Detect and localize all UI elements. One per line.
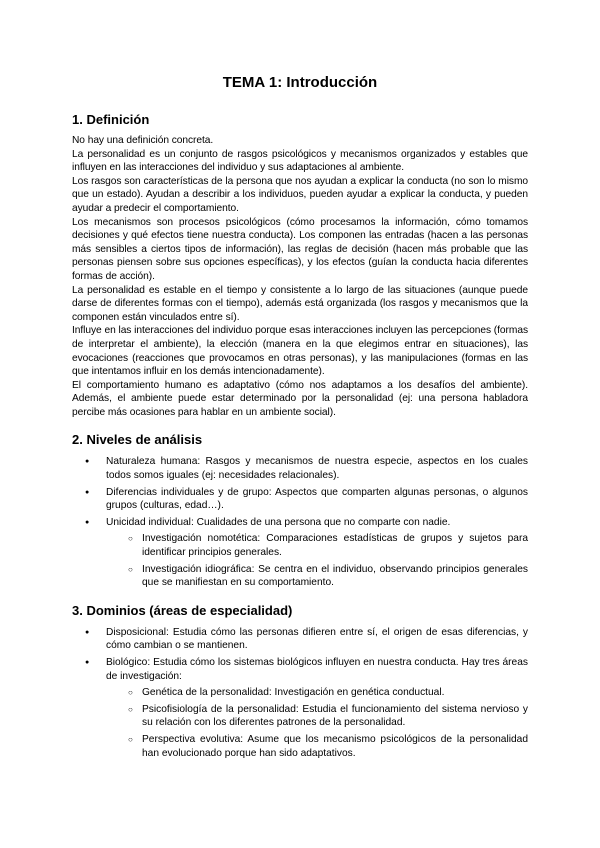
bullet-list — [72, 626, 528, 760]
section-heading: 1. Definición — [72, 112, 150, 127]
sub-list-item: ○ Investigación idiográfica: Se centra en el individuo, observando principios generales que se manifiestan en su comportamiento. — [106, 563, 528, 590]
paragraph: La personalidad es un conjunto de rasgos psicológicos y mecanismos organizados y estables que influyen en las interacciones del individuo y sus adaptaciones al ambiente. — [72, 148, 528, 174]
section-heading: 3. Dominios (áreas de especialidad) — [72, 602, 293, 618]
sub-list-item: ○ Psicofisiología de la personalidad: Estudia el funcionamiento del sistema nervioso y su relación con los diferentes patrones de la personalidad. — [106, 703, 528, 730]
list-item: ● Diferencias individuales y de grupo: Aspectos que comparten algunas personas, o algunos grupos (culturas, edad…). — [72, 486, 528, 513]
page-title: TEMA 1: Introducción — [222, 74, 378, 91]
paragraph: Los mecanismos son procesos psicológicos (cómo procesamos la información, cómo tomamos decisiones y qué efectos tiene nuestra conducta). Los componen las entradas (hacen a las personas más sensibles a ciertos tipos de información), las reglas de decisión (hacen más probable que las personas piensen sobre sus opciones específicas), y los efectos (guían la conducta hacia diferentes formas de acción). — [72, 216, 528, 282]
sub-list-item: ○ Genética de la personalidad: Investigación en genética conductual. — [106, 686, 528, 700]
sub-list-item: ○ Perspectiva evolutiva: Asume que los mecanismo psicológicos de la personalidad han evolucionado porque han sido adaptativos. — [106, 733, 528, 760]
paragraph: Los rasgos son características de la persona que nos ayudan a explicar la conducta (no son lo mismo que un estado). Ayudan a describir a los individuos, pueden ayudar a explicar la conducta, y pueden ayudar a predecir el comportamiento. — [72, 175, 528, 214]
section-dominios — [72, 603, 528, 760]
sub-list-item: ○ Investigación nomotética: Comparaciones estadísticas de grupos y sujetos para identificar principios generales. — [106, 532, 528, 559]
section-definicion — [72, 112, 528, 419]
list-item — [72, 516, 528, 590]
sub-list — [106, 686, 528, 760]
paragraph: La personalidad es estable en el tiempo y consistente a lo largo de las situaciones (aunque puede darse de diferentes formas con el tiempo), además está organizada (los rasgos y mecanismos que la componen están vinculados entre sí). — [72, 284, 528, 323]
list-item: ● Naturaleza humana: Rasgos y mecanismos de nuestra especie, aspectos en los cuales todos somos iguales (ej: necesidades relacionales). — [72, 455, 528, 482]
section-heading: 2. Niveles de análisis — [72, 432, 203, 448]
paragraph: El comportamiento humano es adaptativo (cómo nos adaptamos a los desafíos del ambiente). Además, el ambiente puede estar determinado por la personalidad (ej: una persona habladora percibe más ocasiones para hablar en un ambiente social). — [72, 379, 528, 418]
section-niveles — [72, 432, 528, 589]
list-item-text: Biológico: Estudia cómo los sistemas biológicos influyen en nuestra conducta. Hay tres áreas de investigación: — [106, 657, 528, 682]
list-item: ● Disposicional: Estudia cómo las personas difieren entre sí, el origen de esas diferencias, y cómo cambian o se mantienen. — [72, 626, 528, 653]
bullet-list — [72, 455, 528, 589]
sub-list — [106, 532, 528, 589]
paragraph: Influye en las interacciones del individuo porque esas interacciones incluyen las percepciones (formas de interpretar el ambiente), la elección (manera en la que elegimos entrar en situaciones), las evocaciones (reacciones que provocamos en otras personas), y las manipulaciones (formas en las que intentamos influir en los demás intencionadamente). — [72, 325, 528, 378]
list-item — [72, 656, 528, 760]
list-item-text: Unicidad individual: Cualidades de una persona que no comparte con nadie. — [106, 516, 451, 528]
paragraph: No hay una definición concreta. — [72, 135, 214, 146]
